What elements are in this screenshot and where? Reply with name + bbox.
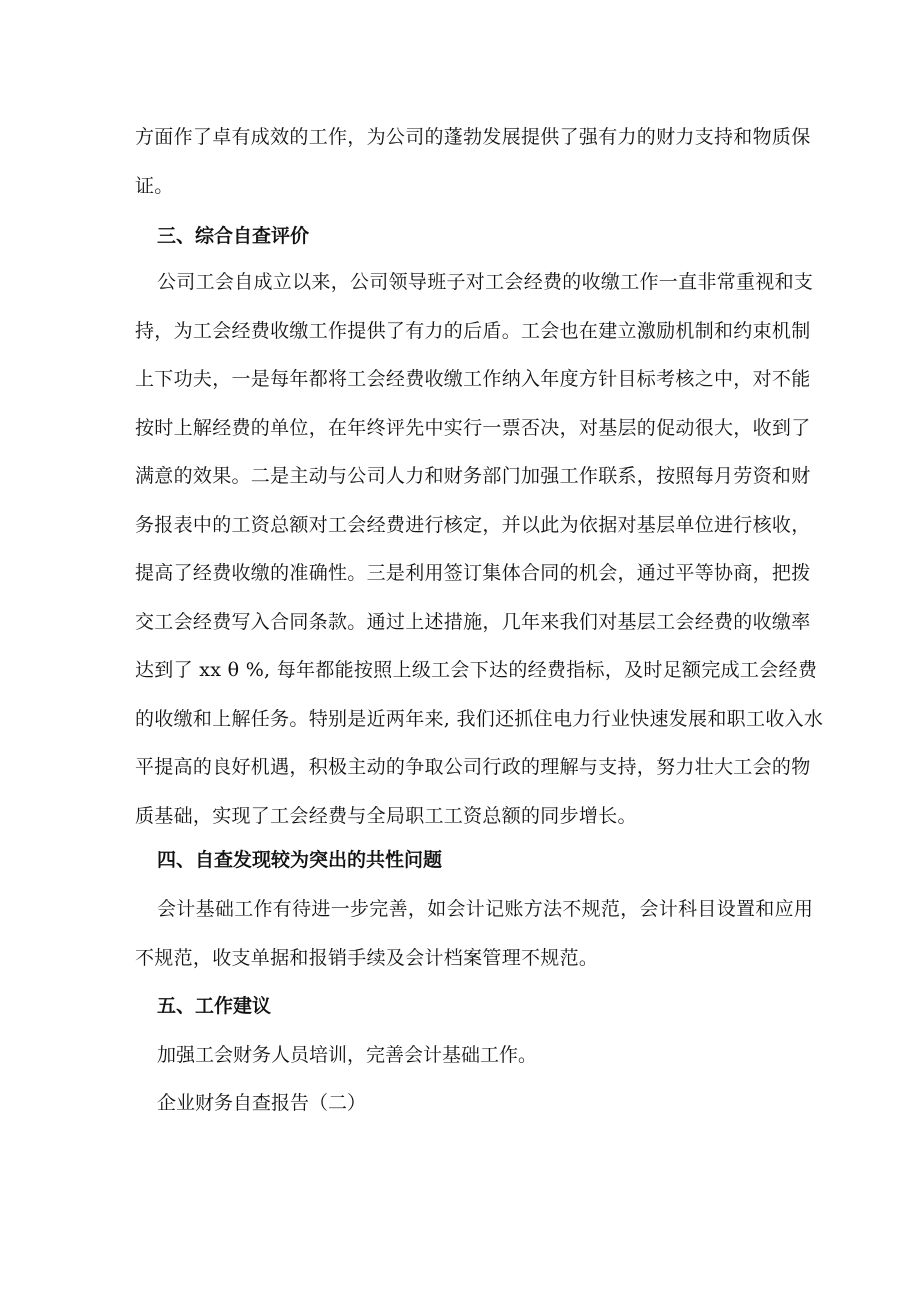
paragraph-line: 按时上解经费的单位，在年终评先中实行一票否决，对基层的促动很大，收到了 (135, 416, 811, 439)
section-3-paragraph (135, 258, 824, 840)
section-heading-3: 三、综合自查评价 (157, 225, 310, 247)
paragraph-line: 上下功夫，一是每年都将工会经费收缴工作纳入年度方针目标考核之中，对不能 (135, 368, 811, 390)
paragraph-line: 提高了经费收缴的准确性。三是利用签订集体合同的机会，通过平等协商，把拨 (135, 562, 811, 584)
paragraph-line: 方面作了卓有成效的工作，为公司的蓬勃发展提供了强有力的财力支持和物质保 (135, 126, 811, 148)
paragraph-line: 不规范，收支单据和报销手续及会计档案管理不规范。 (135, 946, 599, 969)
paragraph-line: 公司工会自成立以来，公司领导班子对工会经费的收缴工作一直非常重视和支 (157, 271, 814, 293)
next-report-title: 企业财务自查报告（二） (157, 1092, 367, 1114)
section-heading-4: 四、自查发现较为突出的共性问题 (157, 849, 443, 871)
section-heading-5: 五、工作建议 (157, 995, 272, 1017)
paragraph-line: 的收缴和上解任务。特别是近两年来, 我们还抓住电力行业快速发展和职工收入水 (135, 707, 824, 730)
paragraph-line: 务报表中的工资总额对工会经费进行核定，并以此为依据对基层单位进行核收， (135, 513, 811, 536)
paragraph-line: 质基础，实现了工会经费与全局职工工资总额的同步增长。 (135, 804, 637, 827)
section-5-paragraph: 加强工会财务人员培训，完善会计基础工作。 (157, 1044, 538, 1066)
intro-paragraph (135, 113, 811, 210)
section-4-paragraph (135, 885, 814, 982)
paragraph-line: 满意的效果。二是主动与公司人力和财务部门加强工作联系，按照每月劳资和财 (135, 465, 811, 487)
paragraph-line: 达到了 xx θ %, 每年都能按照上级工会下达的经费指标，及时足额完成工会经费 (135, 659, 818, 681)
paragraph-line: 证。 (135, 174, 174, 197)
paragraph-line: 会计基础工作有待进一步完善，如会计记账方法不规范，会计科目设置和应用 (157, 898, 814, 920)
paragraph-line: 交工会经费写入合同条款。通过上述措施，几年来我们对基层工会经费的收缴率 (135, 610, 811, 633)
paragraph-line: 平提高的良好机遇，积极主动的争取公司行政的理解与支持，努力壮大工会的物 (135, 756, 811, 778)
paragraph-line: 持，为工会经费收缴工作提供了有力的后盾。工会也在建立激励机制和约束机制 (135, 319, 811, 342)
